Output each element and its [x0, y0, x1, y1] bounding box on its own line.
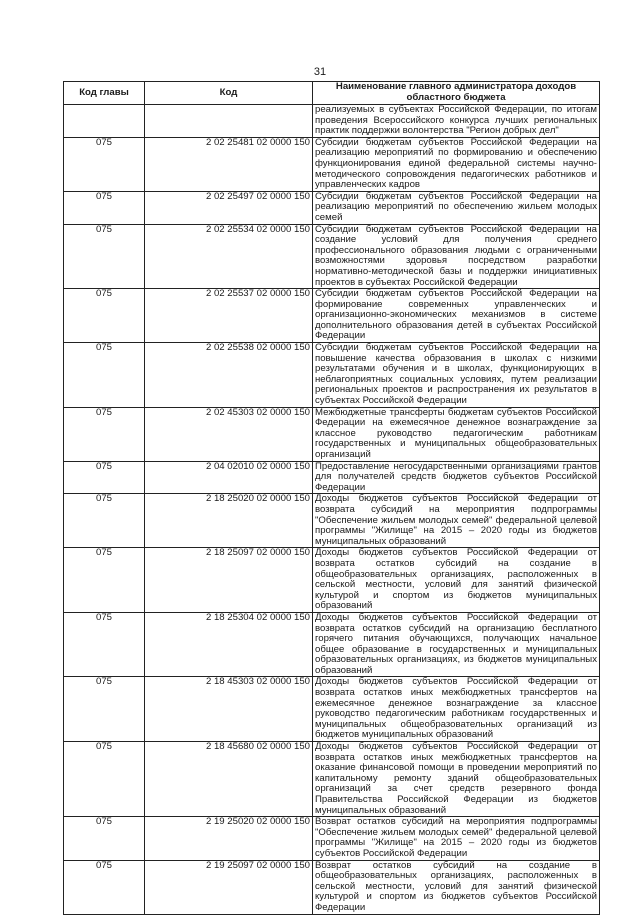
- cell-description: Субсидии бюджетам субъектов Российской Федерации на повышение качества образования в школах с низкими результатами обучения и в школах, функционирующих в неблагоприятных социальных условиях, путем реализации региональных проектов и распространения их результатов в субъектах Российской Федерации: [313, 343, 600, 408]
- cell-code: 2 18 25304 02 0000 150: [145, 612, 313, 677]
- table-row: [64, 289, 600, 343]
- table-row: [64, 224, 600, 289]
- cell-chapter-code: 075: [64, 289, 145, 343]
- cell-description: Субсидии бюджетам субъектов Российской Федерации на реализацию мероприятий по обеспечению жильем молодых семей: [313, 191, 600, 224]
- header-code: Код: [145, 82, 313, 105]
- cell-chapter-code: 075: [64, 137, 145, 191]
- cell-description: Возврат остатков субсидий на мероприятия подпрограммы "Обеспечение жильем молодых семей" федеральной целевой программы "Жилище" на 2015 – 2020 годы из бюджетов субъектов Российской Федерации: [313, 817, 600, 860]
- cell-chapter-code: 075: [64, 677, 145, 742]
- cell-chapter-code: 075: [64, 224, 145, 289]
- cell-chapter-code: 075: [64, 548, 145, 613]
- cell-code: 2 02 25481 02 0000 150: [145, 137, 313, 191]
- table-row: [64, 817, 600, 860]
- cell-description: Субсидии бюджетам субъектов Российской Федерации на реализацию мероприятий по формированию и обеспечению функционирования единой федеральной системы научно-методического сопровождения педагогических работников и управленческих кадров: [313, 137, 600, 191]
- cell-description: Доходы бюджетов субъектов Российской Федерации от возврата субсидий на мероприятия подпрограммы "Обеспечение жильем молодых семей" федеральной целевой программы "Жилище" на 2015 – 2020 годы из бюджетов муниципальных образований: [313, 494, 600, 548]
- cell-chapter-code: 075: [64, 343, 145, 408]
- table-row: [64, 191, 600, 224]
- cell-description: Доходы бюджетов субъектов Российской Федерации от возврата остатков субсидий на создание в общеобразовательных организациях, расположенных в сельской местности, условий для занятий физической культурой и спортом из бюджетов муниципальных образований: [313, 548, 600, 613]
- table-row: [64, 860, 600, 914]
- cell-chapter-code: 075: [64, 860, 145, 914]
- table-row: [64, 548, 600, 613]
- table-row: [64, 105, 600, 138]
- cell-code: 2 18 25097 02 0000 150: [145, 548, 313, 613]
- table-row: [64, 407, 600, 461]
- cell-chapter-code: 075: [64, 461, 145, 494]
- cell-description: Доходы бюджетов субъектов Российской Федерации от возврата остатков иных межбюджетных трансфертов на оказание финансовой помощи в проведении мероприятий по капитальному ремонту зданий общеобразовательных организаций за счет средств резервного фонда Правительства Российской Федерации из бюджетов муниципальных образований: [313, 742, 600, 817]
- table-row: [64, 677, 600, 742]
- table-row: [64, 137, 600, 191]
- cell-chapter-code: 075: [64, 612, 145, 677]
- cell-code: 2 18 45303 02 0000 150: [145, 677, 313, 742]
- table-row: [64, 612, 600, 677]
- cell-code: 2 18 25020 02 0000 150: [145, 494, 313, 548]
- table-row: [64, 343, 600, 408]
- page-number: 31: [313, 66, 327, 78]
- cell-chapter-code: 075: [64, 191, 145, 224]
- cell-description: Доходы бюджетов субъектов Российской Федерации от возврата остатков иных межбюджетных трансфертов на ежемесячное денежное вознаграждение за классное руководство педагогическим работникам государственных и муниципальных общеобразовательных организаций из бюджетов муниципальных образований: [313, 677, 600, 742]
- table-header-row: [64, 82, 600, 105]
- header-administrator-name: Наименование главного администратора доходов областного бюджета: [313, 82, 600, 105]
- header-chapter-code: Код главы: [64, 82, 145, 105]
- cell-code: 2 19 25020 02 0000 150: [145, 817, 313, 860]
- cell-code: 2 02 45303 02 0000 150: [145, 407, 313, 461]
- cell-chapter-code: 075: [64, 407, 145, 461]
- cell-description: Возврат остатков субсидий на создание в общеобразовательных организациях, расположенных в сельской местности, условий для занятий физической культурой и спортом из бюджетов субъектов Российской Федерации: [313, 860, 600, 914]
- cell-description: Субсидии бюджетам субъектов Российской Федерации на формирование современных управленческих и организационно-экономических механизмов в системе дополнительного образования детей в субъектах Российской Федерации: [313, 289, 600, 343]
- table-row: [64, 742, 600, 817]
- cell-chapter-code: [64, 105, 145, 138]
- cell-code: 2 02 25497 02 0000 150: [145, 191, 313, 224]
- cell-description: Субсидии бюджетам субъектов Российской Федерации на создание условий для получения среднего профессионального образования людьми с ограниченными возможностями здоровья посредством разработки нормативно-методической базы и поддержки инициативных проектов в субъектах Российской Федерации: [313, 224, 600, 289]
- cell-chapter-code: 075: [64, 494, 145, 548]
- cell-code: 2 18 45680 02 0000 150: [145, 742, 313, 817]
- cell-chapter-code: 075: [64, 742, 145, 817]
- table-row: [64, 494, 600, 548]
- cell-code: 2 02 25534 02 0000 150: [145, 224, 313, 289]
- revenue-administrator-table: [63, 81, 600, 915]
- cell-description: реализуемых в субъектах Российской Федерации, по итогам проведения Всероссийского конкурса лучших региональных практик поддержки волонтерства "Регион добрых дел": [313, 105, 600, 138]
- cell-chapter-code: 075: [64, 817, 145, 860]
- cell-code: 2 04 02010 02 0000 150: [145, 461, 313, 494]
- cell-description: Межбюджетные трансферты бюджетам субъектов Российской Федерации на ежемесячное денежное вознаграждение за классное руководство педагогическим работникам государственных и муниципальных общеобразовательных организаций: [313, 407, 600, 461]
- cell-code: 2 02 25538 02 0000 150: [145, 343, 313, 408]
- cell-description: Доходы бюджетов субъектов Российской Федерации от возврата остатков субсидий на организацию бесплатного горячего питания обучающихся, получающих начальное общее образование в государственных и муниципальных образовательных организациях, из бюджетов муниципальных образований: [313, 612, 600, 677]
- cell-description: Предоставление негосударственными организациями грантов для получателей средств бюджетов субъектов Российской Федерации: [313, 461, 600, 494]
- cell-code: 2 19 25097 02 0000 150: [145, 860, 313, 914]
- cell-code: 2 02 25537 02 0000 150: [145, 289, 313, 343]
- table-row: [64, 461, 600, 494]
- cell-code: [145, 105, 313, 138]
